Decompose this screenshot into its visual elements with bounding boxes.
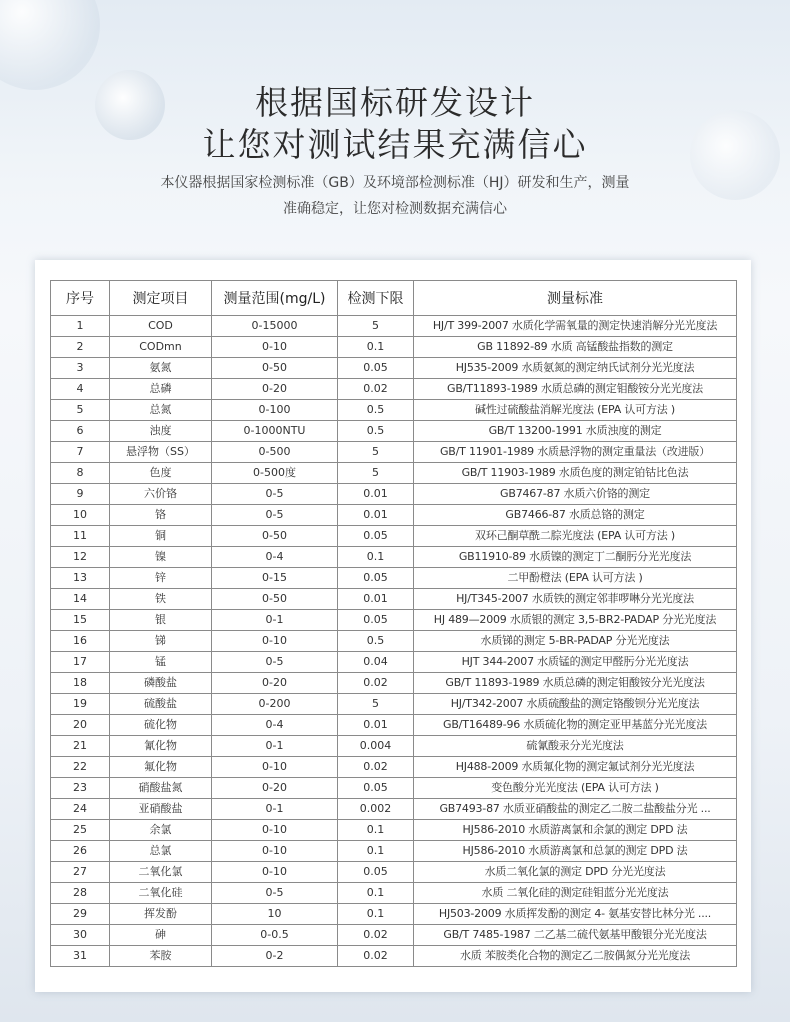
cell-range: 0-1 (212, 610, 338, 631)
cell-detection-limit: 5 (338, 442, 414, 463)
table-row (51, 715, 737, 736)
cell-item: 氰化物 (110, 736, 212, 757)
cell-index: 21 (51, 736, 110, 757)
standards-table (50, 280, 737, 967)
cell-range: 0-10 (212, 841, 338, 862)
cell-index: 5 (51, 400, 110, 421)
cell-detection-limit: 0.02 (338, 946, 414, 967)
cell-standard: HJ586-2010 水质游离氯和余氯的测定 DPD 法 (414, 820, 737, 841)
cell-index: 10 (51, 505, 110, 526)
cell-index: 6 (51, 421, 110, 442)
cell-range: 0-10 (212, 631, 338, 652)
table-row (51, 631, 737, 652)
headline-line-1: 根据国标研发设计 (255, 83, 535, 122)
table-row (51, 778, 737, 799)
cell-range: 0-0.5 (212, 925, 338, 946)
cell-index: 8 (51, 463, 110, 484)
table-row (51, 547, 737, 568)
cell-index: 4 (51, 379, 110, 400)
cell-range: 0-5 (212, 505, 338, 526)
cell-standard: GB7466-87 水质总铬的测定 (414, 505, 737, 526)
table-row (51, 946, 737, 967)
cell-standard: 水质 苯胺类化合物的测定乙二胺偶氮分光光度法 (414, 946, 737, 967)
cell-item: 总氮 (110, 400, 212, 421)
table-row (51, 820, 737, 841)
cell-range: 0-10 (212, 757, 338, 778)
cell-standard: GB/T 11893-1989 水质总磷的测定钼酸铵分光光度法 (414, 673, 737, 694)
cell-index: 26 (51, 841, 110, 862)
cell-standard: 二甲酚橙法 (EPA 认可方法 ) (414, 568, 737, 589)
cell-item: 硝酸盐氮 (110, 778, 212, 799)
cell-item: 铬 (110, 505, 212, 526)
table-row (51, 883, 737, 904)
cell-item: 总磷 (110, 379, 212, 400)
table-row (51, 652, 737, 673)
cell-range: 0-20 (212, 778, 338, 799)
cell-item: 苯胺 (110, 946, 212, 967)
table-row (51, 568, 737, 589)
cell-standard: 水质锑的测定 5-BR-PADAP 分光光度法 (414, 631, 737, 652)
cell-standard: 碱性过硫酸盐消解光度法 (EPA 认可方法 ) (414, 400, 737, 421)
cell-standard: HJ 489—2009 水质银的测定 3,5-BR2-PADAP 分光光度法 (414, 610, 737, 631)
cell-item: 氨氮 (110, 358, 212, 379)
cell-standard: GB/T16489-96 水质硫化物的测定亚甲基蓝分光光度法 (414, 715, 737, 736)
intro-line-1: 本仪器根据国家检测标准（GB）及环境部检测标准（HJ）研发和生产，测量 (160, 175, 630, 191)
cell-index: 1 (51, 316, 110, 337)
table-row (51, 610, 737, 631)
cell-standard: GB/T 11903-1989 水质色度的测定铂钴比色法 (414, 463, 737, 484)
cell-detection-limit: 0.5 (338, 400, 414, 421)
cell-detection-limit: 5 (338, 316, 414, 337)
cell-range: 0-5 (212, 652, 338, 673)
cell-standard: GB11910-89 水质镍的测定丁二酮肟分光光度法 (414, 547, 737, 568)
header-standard: 测量标准 (414, 281, 737, 316)
header-index: 序号 (51, 281, 110, 316)
cell-standard: HJ535-2009 水质氨氮的测定纳氏试剂分光光度法 (414, 358, 737, 379)
cell-standard: HJ503-2009 水质挥发酚的测定 4- 氨基安替比林分光 .... (414, 904, 737, 925)
cell-index: 15 (51, 610, 110, 631)
cell-range: 0-10 (212, 862, 338, 883)
table-row (51, 589, 737, 610)
cell-detection-limit: 0.004 (338, 736, 414, 757)
cell-detection-limit: 0.1 (338, 337, 414, 358)
cell-item: 亚硝酸盐 (110, 799, 212, 820)
cell-index: 14 (51, 589, 110, 610)
cell-index: 12 (51, 547, 110, 568)
cell-range: 0-200 (212, 694, 338, 715)
cell-detection-limit: 0.1 (338, 904, 414, 925)
cell-detection-limit: 0.1 (338, 883, 414, 904)
table-row (51, 526, 737, 547)
cell-item: 六价铬 (110, 484, 212, 505)
header-item: 测定项目 (110, 281, 212, 316)
cell-range: 0-2 (212, 946, 338, 967)
cell-index: 19 (51, 694, 110, 715)
cell-range: 0-15000 (212, 316, 338, 337)
table-body (51, 316, 737, 967)
cell-item: COD (110, 316, 212, 337)
cell-standard: HJ/T342-2007 水质硫酸盐的测定铬酸钡分光光度法 (414, 694, 737, 715)
table-row (51, 694, 737, 715)
cell-detection-limit: 5 (338, 694, 414, 715)
cell-item: 磷酸盐 (110, 673, 212, 694)
cell-detection-limit: 0.01 (338, 505, 414, 526)
intro-paragraph (140, 170, 650, 222)
cell-index: 2 (51, 337, 110, 358)
cell-range: 0-4 (212, 715, 338, 736)
cell-detection-limit: 0.01 (338, 484, 414, 505)
cell-index: 24 (51, 799, 110, 820)
cell-standard: 变色酸分光光度法 (EPA 认可方法 ) (414, 778, 737, 799)
cell-range: 10 (212, 904, 338, 925)
cell-item: 氟化物 (110, 757, 212, 778)
cell-index: 23 (51, 778, 110, 799)
cell-detection-limit: 0.1 (338, 547, 414, 568)
table-row (51, 337, 737, 358)
cell-detection-limit: 0.05 (338, 568, 414, 589)
cell-range: 0-1 (212, 736, 338, 757)
cell-range: 0-100 (212, 400, 338, 421)
cell-item: 砷 (110, 925, 212, 946)
table-row (51, 484, 737, 505)
cell-item: 二氧化硅 (110, 883, 212, 904)
table-row (51, 862, 737, 883)
table-row (51, 316, 737, 337)
table-row (51, 442, 737, 463)
cell-standard: HJT 344-2007 水质锰的测定甲醛肟分光光度法 (414, 652, 737, 673)
cell-range: 0-500度 (212, 463, 338, 484)
cell-index: 20 (51, 715, 110, 736)
cell-range: 0-10 (212, 337, 338, 358)
cell-detection-limit: 0.5 (338, 631, 414, 652)
table-header-row (51, 281, 737, 316)
cell-index: 31 (51, 946, 110, 967)
cell-detection-limit: 0.5 (338, 421, 414, 442)
table-row (51, 400, 737, 421)
cell-item: 银 (110, 610, 212, 631)
cell-standard: 水质 二氧化硅的测定硅钼蓝分光光度法 (414, 883, 737, 904)
cell-standard: GB 11892-89 水质 高锰酸盐指数的测定 (414, 337, 737, 358)
cell-standard: GB7467-87 水质六价铬的测定 (414, 484, 737, 505)
table-row (51, 841, 737, 862)
cell-range: 0-500 (212, 442, 338, 463)
cell-range: 0-4 (212, 547, 338, 568)
cell-range: 0-20 (212, 379, 338, 400)
cell-item: 色度 (110, 463, 212, 484)
cell-index: 28 (51, 883, 110, 904)
cell-item: 锰 (110, 652, 212, 673)
cell-range: 0-5 (212, 484, 338, 505)
cell-detection-limit: 0.02 (338, 673, 414, 694)
cell-standard: 硫氰酸汞分光光度法 (414, 736, 737, 757)
cell-item: 镍 (110, 547, 212, 568)
cell-detection-limit: 0.02 (338, 925, 414, 946)
cell-item: 浊度 (110, 421, 212, 442)
cell-standard: GB/T 13200-1991 水质浊度的测定 (414, 421, 737, 442)
table-row (51, 379, 737, 400)
table-row (51, 358, 737, 379)
cell-item: 挥发酚 (110, 904, 212, 925)
cell-item: 总氯 (110, 841, 212, 862)
cell-detection-limit: 0.002 (338, 799, 414, 820)
cell-standard: HJ586-2010 水质游离氯和总氯的测定 DPD 法 (414, 841, 737, 862)
cell-standard: HJ488-2009 水质氟化物的测定氟试剂分光光度法 (414, 757, 737, 778)
cell-item: 锑 (110, 631, 212, 652)
table-row (51, 799, 737, 820)
header-detection-limit: 检测下限 (338, 281, 414, 316)
table-row (51, 757, 737, 778)
table-row (51, 505, 737, 526)
cell-item: 硫酸盐 (110, 694, 212, 715)
cell-standard: GB7493-87 水质亚硝酸盐的测定乙二胺二盐酸盐分光 ... (414, 799, 737, 820)
cell-range: 0-50 (212, 589, 338, 610)
cell-detection-limit: 0.05 (338, 610, 414, 631)
cell-detection-limit: 0.01 (338, 589, 414, 610)
cell-item: 铁 (110, 589, 212, 610)
cell-detection-limit: 0.1 (338, 841, 414, 862)
cell-range: 0-1000NTU (212, 421, 338, 442)
cell-detection-limit: 0.05 (338, 526, 414, 547)
cell-detection-limit: 0.05 (338, 778, 414, 799)
cell-range: 0-20 (212, 673, 338, 694)
cell-detection-limit: 5 (338, 463, 414, 484)
cell-detection-limit: 0.01 (338, 715, 414, 736)
intro-line-2: 准确稳定，让您对检测数据充满信心 (283, 201, 507, 217)
cell-index: 3 (51, 358, 110, 379)
cell-detection-limit: 0.02 (338, 379, 414, 400)
cell-index: 22 (51, 757, 110, 778)
cell-detection-limit: 0.05 (338, 862, 414, 883)
table-row (51, 925, 737, 946)
cell-range: 0-50 (212, 358, 338, 379)
cell-detection-limit: 0.1 (338, 820, 414, 841)
cell-range: 0-15 (212, 568, 338, 589)
cell-range: 0-50 (212, 526, 338, 547)
cell-range: 0-5 (212, 883, 338, 904)
cell-index: 13 (51, 568, 110, 589)
background-molecule-decoration (0, 0, 100, 90)
cell-detection-limit: 0.04 (338, 652, 414, 673)
header-range: 测量范围(mg/L) (212, 281, 338, 316)
table-row (51, 736, 737, 757)
cell-item: 悬浮物（SS） (110, 442, 212, 463)
cell-standard: GB/T 7485-1987 二乙基二硫代氨基甲酸银分光光度法 (414, 925, 737, 946)
cell-item: 余氯 (110, 820, 212, 841)
cell-item: 硫化物 (110, 715, 212, 736)
table-row (51, 904, 737, 925)
cell-index: 16 (51, 631, 110, 652)
cell-index: 25 (51, 820, 110, 841)
cell-item: 铜 (110, 526, 212, 547)
cell-index: 18 (51, 673, 110, 694)
cell-detection-limit: 0.05 (338, 358, 414, 379)
cell-standard: 水质二氧化氯的测定 DPD 分光光度法 (414, 862, 737, 883)
cell-range: 0-10 (212, 820, 338, 841)
cell-index: 27 (51, 862, 110, 883)
cell-index: 17 (51, 652, 110, 673)
cell-standard: 双环己酮草酰二腙光度法 (EPA 认可方法 ) (414, 526, 737, 547)
cell-standard: GB/T 11901-1989 水质悬浮物的测定重量法（改进版） (414, 442, 737, 463)
cell-index: 7 (51, 442, 110, 463)
cell-item: CODmn (110, 337, 212, 358)
table-row (51, 673, 737, 694)
table-row (51, 421, 737, 442)
cell-detection-limit: 0.02 (338, 757, 414, 778)
cell-index: 11 (51, 526, 110, 547)
cell-index: 30 (51, 925, 110, 946)
cell-index: 9 (51, 484, 110, 505)
table-row (51, 463, 737, 484)
cell-standard: HJ/T 399-2007 水质化学需氧量的测定快速消解分光光度法 (414, 316, 737, 337)
cell-item: 二氧化氯 (110, 862, 212, 883)
cell-item: 锌 (110, 568, 212, 589)
cell-range: 0-1 (212, 799, 338, 820)
cell-standard: GB/T11893-1989 水质总磷的测定钼酸铵分光光度法 (414, 379, 737, 400)
cell-index: 29 (51, 904, 110, 925)
headline-line-2: 让您对测试结果充满信心 (202, 125, 588, 164)
cell-standard: HJ/T345-2007 水质铁的测定邻菲啰啉分光光度法 (414, 589, 737, 610)
standards-table-card (35, 260, 751, 992)
